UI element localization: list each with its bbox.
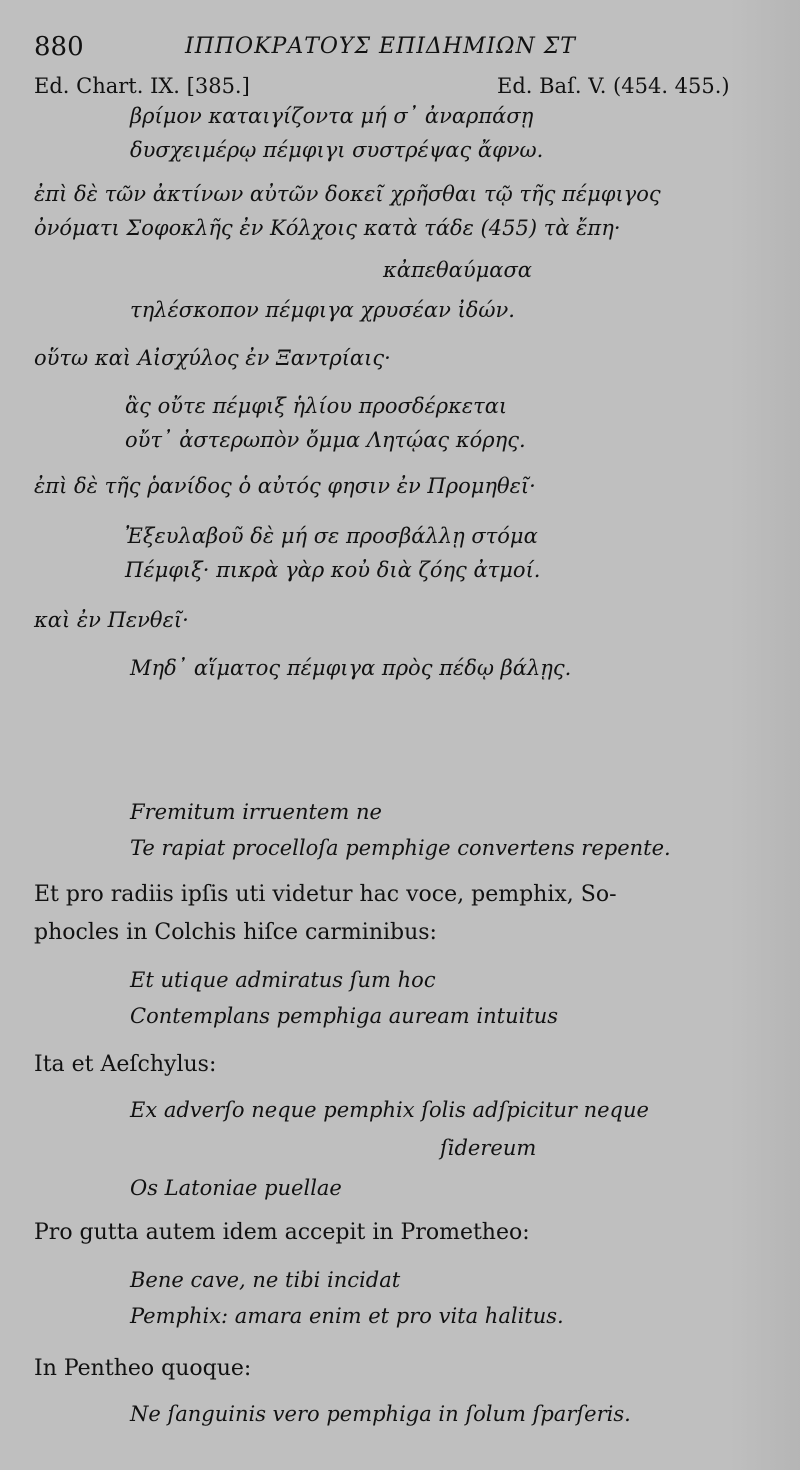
greek-verse-line: Ἐξευλαβοῦ δὲ μή σε προσβάλλῃ στόμα bbox=[125, 524, 538, 548]
greek-prose-line: ὀνόματι Σοφοκλῆς ἐν Κόλχοις κατὰ τάδε (455) τὰ ἔπη· bbox=[34, 216, 621, 240]
greek-verse-line: δυσχειμέρῳ πέμφιγι συστρέψας ἄφνω. bbox=[130, 138, 544, 162]
running-title: ΙΠΠΟΚΡΑΤΟΥΣ ΕΠΙΔΗΜΙΩΝ ΣΤ bbox=[185, 34, 576, 59]
latin-verse-line: Contemplans pemphiga auream intuitus bbox=[130, 1004, 559, 1028]
greek-verse-line: Μηδ᾽ αἵματος πέμφιγα πρὸς πέδῳ βάλῃς. bbox=[130, 656, 572, 680]
latin-verse-line: Et utique admiratus ſum hoc bbox=[130, 968, 436, 992]
latin-verse-line: Te rapiat procelloſa pemphige convertens repente. bbox=[130, 836, 671, 860]
greek-verse-line: βρίμον καταιγίζοντα μή σ᾽ ἀναρπάσῃ bbox=[130, 104, 534, 128]
greek-prose-line: ἐπὶ δὲ τῶν ἀκτίνων αὐτῶν δοκεῖ χρῆσθαι τῷ τῆς πέμφιγος bbox=[34, 182, 661, 206]
latin-verse-line: Os Latoniae puellae bbox=[130, 1176, 342, 1200]
latin-prose-line: Et pro radiis ipſis uti videtur hac voce, pemphix, So- bbox=[34, 882, 617, 907]
greek-verse-line: τηλέσκοπον πέμφιγα χρυσέαν ἰδών. bbox=[130, 298, 515, 322]
latin-prose-line: Ita et Aeſchylus: bbox=[34, 1052, 217, 1077]
latin-verse-line: Ex adverſo neque pemphix ſolis adſpicitur neque bbox=[130, 1098, 649, 1122]
latin-prose-line: Pro gutta autem idem accepit in Prometheo: bbox=[34, 1220, 530, 1245]
greek-verse-line: ἃς οὔτε πέμφιξ ἡλίου προσδέρκεται bbox=[125, 394, 508, 418]
edition-ref-left: Ed. Chart. IX. [385.] bbox=[34, 74, 250, 98]
latin-verse-line: ſidereum bbox=[440, 1136, 537, 1160]
greek-verse-line: Πέμφιξ· πικρὰ γὰρ κοὐ διὰ ζόης ἀτμοί. bbox=[125, 558, 541, 582]
greek-prose-line: ἐπὶ δὲ τῆς ῥανίδος ὁ αὐτός φησιν ἐν Προμηθεῖ· bbox=[34, 474, 536, 498]
greek-verse-line: κἀπεθαύμασα bbox=[383, 258, 532, 282]
greek-verse-line: οὔτ᾽ ἀστερωπὸν ὄμμα Λητῴας κόρης. bbox=[125, 428, 526, 452]
greek-prose-line: οὕτω καὶ Αἰσχύλος ἐν Ξαντρίαις· bbox=[34, 346, 391, 370]
latin-prose-line: phocles in Colchis hiſce carminibus: bbox=[34, 920, 437, 945]
latin-verse-line: Ne ſanguinis vero pemphiga in ſolum ſparſeris. bbox=[130, 1402, 631, 1426]
latin-prose-line: In Pentheo quoque: bbox=[34, 1356, 252, 1381]
latin-verse-line: Fremitum irruentem ne bbox=[130, 800, 382, 824]
show-through-margin bbox=[730, 0, 800, 1470]
latin-verse-line: Bene cave, ne tibi incidat bbox=[130, 1268, 401, 1292]
greek-prose-line: καὶ ἐν Πενθεῖ· bbox=[34, 608, 189, 632]
edition-ref-right: Ed. Baſ. V. (454. 455.) bbox=[497, 74, 730, 98]
page-number: 880 bbox=[34, 32, 84, 62]
latin-verse-line: Pemphix: amara enim et pro vita halitus. bbox=[130, 1304, 564, 1328]
